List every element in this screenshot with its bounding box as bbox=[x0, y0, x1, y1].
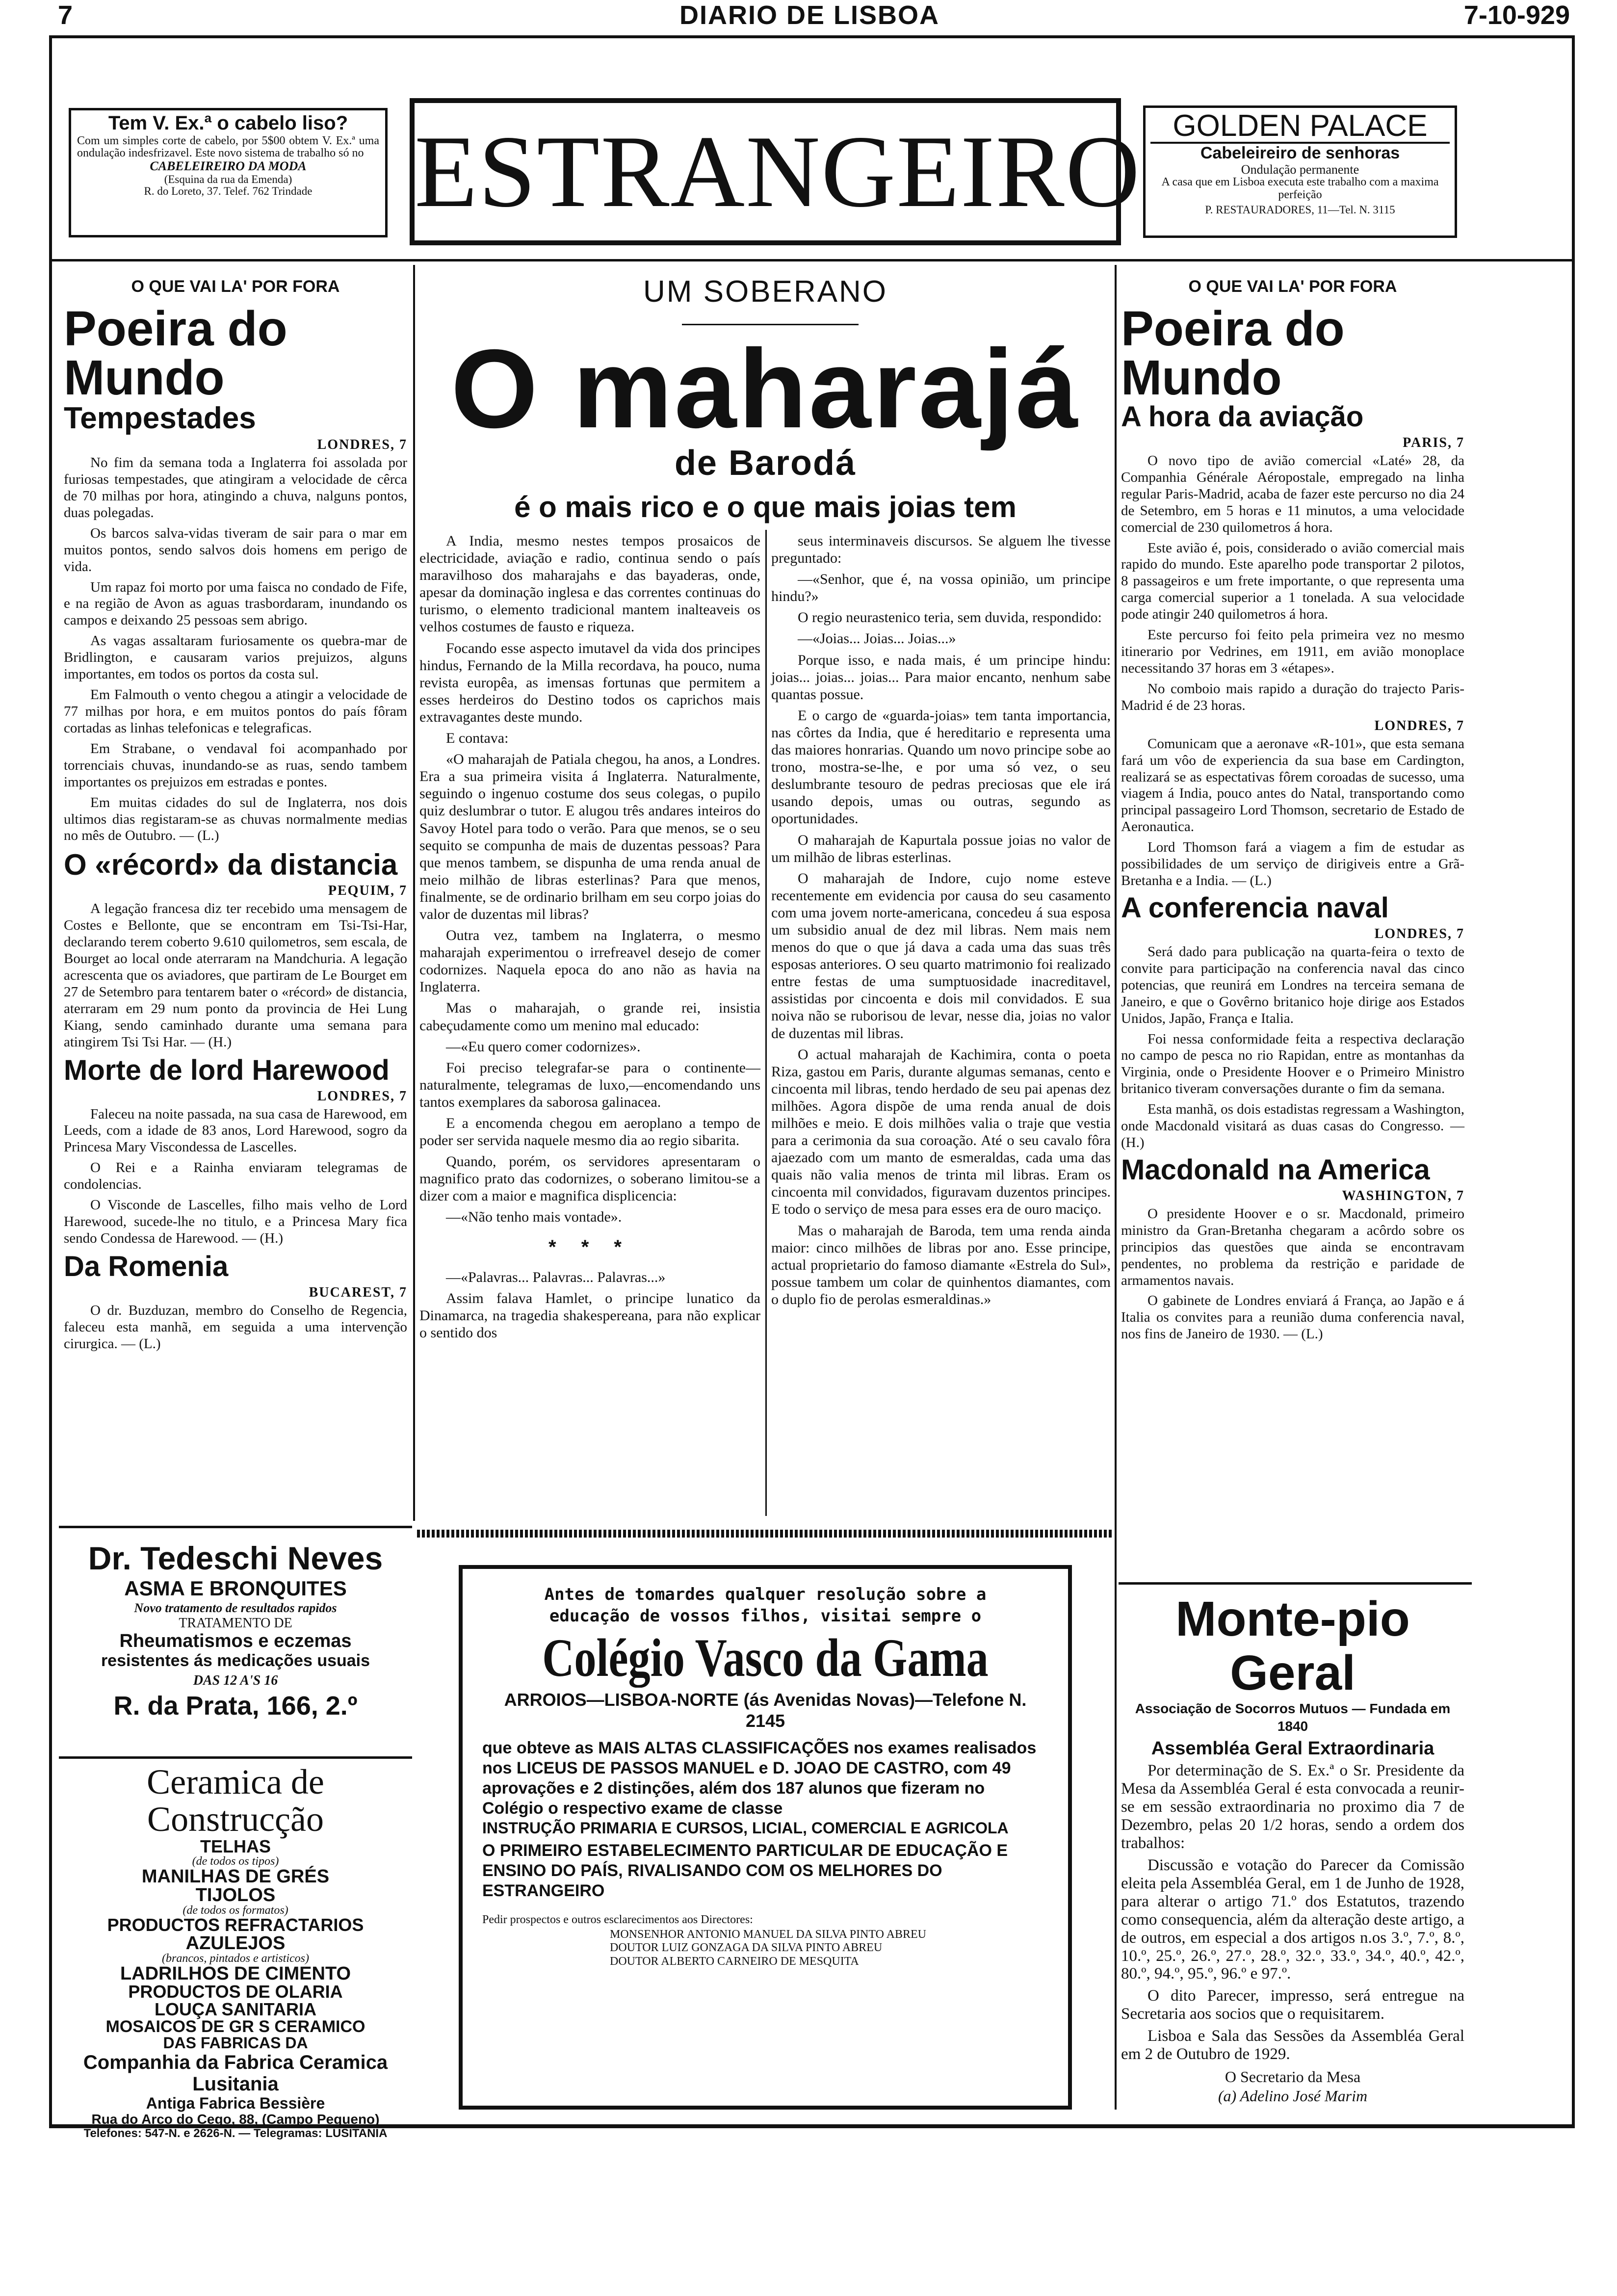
ad-rule bbox=[59, 1756, 412, 1759]
paragraph: Em muitas cidades do sul de Inglaterra, nos dois ultimos dias registaram-se as chuvas normalmente medias no mês de Outubro. — (L.) bbox=[64, 794, 407, 844]
dateline: LONDRES, 7 bbox=[317, 437, 407, 453]
ad-rule bbox=[59, 1526, 412, 1528]
ad-line: PRODUCTOS REFRACTARIOS bbox=[107, 1915, 364, 1935]
ad-note: (Esquina da rua da Emenda) bbox=[164, 173, 292, 185]
story-title: Tempestades bbox=[64, 401, 256, 435]
ad-line: MOSAICOS DE GR S CERAMICO bbox=[105, 2017, 365, 2036]
ad-ceramica bbox=[61, 1762, 410, 2140]
right-rule bbox=[1572, 35, 1575, 2125]
paragraph: Será dado para publicação na quarta-feira o texto de convite para participação na conferencia naval das cinco potencias, que reunirá em Londres na terceira semana de Janeiro, e que o Govêrno britanico hoje dirige aos Estados Unidos, Japão, França e Italia. bbox=[1121, 943, 1464, 1026]
dateline: LONDRES, 7 bbox=[1374, 926, 1464, 941]
ad-address: P. RESTAURADORES, 11—Tel. N. 3115 bbox=[1205, 203, 1395, 216]
paragraph: Os barcos salva-vidas tiveram de sair para o mar em muitos pontos, sendo salvos dois homens em perigo de vida. bbox=[64, 525, 407, 574]
paragraph: O Rei e a Rainha enviaram telegramas de condolencias. bbox=[64, 1160, 407, 1193]
dateline: LONDRES, 7 bbox=[1374, 718, 1464, 733]
ad-line: Novo tratamento de resultados rapidos bbox=[134, 1600, 337, 1615]
ad-sub: Cabeleireiro de senhoras bbox=[1200, 144, 1400, 163]
paragraph: —«Palavras... Palavras... Palavras...» bbox=[446, 1269, 666, 1285]
ad-signature: O Secretario da Mesa bbox=[1225, 2068, 1361, 2086]
paragraph: O maharajah de Kapurtala possue joias no valor de um milhão de libras esterlinas. bbox=[771, 832, 1111, 865]
ad-headline: Tem V. Ex.ª o cabelo liso? bbox=[108, 112, 348, 134]
paragraph: Comunicam que a aeronave «R-101», que esta semana fará um vôo de experiencia da sua base em Cardington, realizará se as espectativas fôrem coroadas de sucesso, uma viagem á India, pouco antes do Natal, transportando como principal passageiro Lord Thomson, secretario de Estado de Aeronautica. bbox=[1121, 735, 1464, 835]
ad-montepio bbox=[1121, 1592, 1464, 2122]
right-column bbox=[1121, 277, 1464, 1575]
ad-address: R. da Prata, 166, 2.º bbox=[113, 1691, 358, 1721]
header-rule bbox=[49, 259, 1575, 261]
ad-colegio-vasco-da-gama bbox=[459, 1565, 1072, 2110]
paragraph: Este percurso foi feito pela primeira vez no mesmo itinerario por Vedrines, em 1911, em avião monoplace necessitando 37 horas em 3 «étapes». bbox=[1121, 627, 1464, 676]
ad-director: DOUTOR ALBERTO CARNEIRO DE MESQUITA bbox=[610, 1955, 859, 1968]
paragraph: Este avião é, pois, considerado o avião comercial mais rapido do mundo. Este aparelho pode transportar 2 pilotos, 8 passageiros e um frete importante, o que representa uma carga comercial superior a 1 tonelada. A sua velocidade pode atingir 240 quilometros á hora. bbox=[1121, 540, 1464, 623]
story-title: Morte de lord Harewood bbox=[64, 1054, 390, 1086]
paragraph: O novo tipo de avião comercial «Laté» 28, da Companhia Générale Aéropostale, empregado na linha regular Paris-Madrid, acaba de fazer este percurso no dia 24 de Setembro, em 5 horas e 11 minutos, a uma velocidade comercial de 230 quilometros á hora. bbox=[1121, 452, 1464, 535]
ad-signature: (a) Adelino José Marim bbox=[1218, 2087, 1368, 2105]
kicker: O QUE VAI LA' POR FORA bbox=[1188, 277, 1397, 296]
paragraph: Mas o maharajah, o grande rei, insistia cabeçudamente como um menino mal educado: bbox=[419, 1000, 760, 1034]
ad-sub: Associação de Socorros Mutuos — Fundada em 1840 bbox=[1135, 1701, 1451, 1734]
ad-line: AZULEJOS bbox=[185, 1933, 286, 1954]
kicker: O QUE VAI LA' POR FORA bbox=[131, 277, 340, 296]
ad-rule bbox=[1119, 1582, 1472, 1585]
ad-hours: DAS 12 A'S 16 bbox=[193, 1673, 278, 1689]
paragraph: Um rapaz foi morto por uma faisca no condado de Fife, e na região de Avon as aguas trasbordaram, inundando os campos e deixando 25 pessoas sem abrigo. bbox=[64, 579, 407, 628]
ad-line: LOUÇA SANITARIA bbox=[155, 1999, 316, 2020]
ad-request: Pedir prospectos e outros esclarecimentos aos Directores: bbox=[482, 1913, 753, 1927]
ad-line: PRODUCTOS DE OLARIA bbox=[128, 1982, 343, 2002]
paragraph: Discussão e votação do Parecer da Comissão eleita pela Assembléa Geral, em 1 de Junho de 1928, para alterar o artigo 71.º dos Estatutos, trazendo como consequencia, além da alteração deste artigo, a de outros, em especial a dos artigos n.os 3.º, 7.º, 8.º, 10.º, 25.º, 26.º, 27.º, 28.º, 32.º, 33.º, 34.º, 40.º, 42.º, 80.º, 94.º, 95.º, 96.º e 97.º. bbox=[1121, 1856, 1464, 1983]
col-rule-2 bbox=[1115, 265, 1117, 2110]
paragraph: A legação francesa diz ter recebido uma mensagem de Costes e Bellonte, que se encontram em Tsi-Tsi-Har, declarando terem coberto 9.610 quilometros, sem escala, de Bourget ao local onde aterraram na Mandchuria. A legação acrescenta que os aviadores, que partiram de Le Bourget em 27 de Setembro para tentarem bater o «récord» de distancia, aterraram em 29 num ponto da provincia de Hei Lung Kiang, sendo caminhado durante uma semana para atingirem Tsi Tsi Har. — (H.) bbox=[64, 901, 407, 1050]
paragraph: Lord Thomson fará a viagem a fim de estudar as possibilidades de um serviço de dirigiveis entre a Grã-Bretanha e a India. — (L.) bbox=[1121, 839, 1464, 889]
ornament-rule bbox=[682, 324, 859, 325]
paragraph: Esta manhã, os dois estadistas regressam a Washington, onde Macdonald visitará as duas casas do Congresso. — (H.) bbox=[1121, 1101, 1464, 1151]
dateline: LONDRES, 7 bbox=[317, 1088, 407, 1104]
ad-line: Rheumatismos e eczemas bbox=[119, 1630, 352, 1651]
paragraph: Focando esse aspecto imutavel da vida dos principes hindus, Fernando de la Milla recordava, ha pouco, numa revista europêa, as imensas fortunas que permitem a esses herdeiros do Destino todos os caprichos mais extravagantes deste mundo. bbox=[419, 640, 760, 725]
ad-line: (de todos os tipos) bbox=[192, 1855, 279, 1868]
story-title: Macdonald na America bbox=[1121, 1153, 1430, 1186]
stars-divider: * * * bbox=[548, 1236, 631, 1258]
paragraph: O dito Parecer, impresso, será entregue na Secretaria aos socios que o requisitarem. bbox=[1121, 1987, 1464, 2023]
ad-claim: O PRIMEIRO ESTABELECIMENTO PARTICULAR DE EDUCAÇÃO E ENSINO DO PAÍS, RIVALISANDO COM OS MELHORES DO ESTRANGEIRO bbox=[482, 1841, 1008, 1900]
ad-line: Companhia da Fabrica Ceramica Lusitania bbox=[83, 2051, 388, 2095]
left-column bbox=[64, 277, 407, 1521]
paragraph: O regio neurastenico teria, sem duvida, respondido: bbox=[798, 609, 1102, 626]
ad-name: GOLDEN PALACE bbox=[1150, 110, 1450, 144]
col-rule-1 bbox=[413, 265, 415, 1521]
center-subtitle-wrap bbox=[417, 444, 1114, 486]
ad-title: Ceramica de Construcção bbox=[147, 1762, 324, 1839]
paragraph: «O maharajah de Patiala chegou, ha anos, a Londres. Era a sua primeira visita á Inglaterra. Naturalmente, seguindo o ingenuo costume dos seus colegas, o pupilo quiz deslumbrar o tutor. E alugou três andares inteiros do Savoy Hotel para todo o verão. Para que menos, se o seu sequito se compunha de mais de duzentas pessoas? Para que menos tambem, se dispunha de uma renda anual de meio milhão de libras esterlinas? Para que menos, finalmente, se de ordinario brilham em seu corpo joias do valor de duzentas mil libras? bbox=[419, 751, 760, 922]
paper-name: DIARIO DE LISBOA bbox=[679, 0, 940, 30]
paragraph: As vagas assaltaram furiosamente os quebra-mar de Bridlington, e causaram varios prejuizos, alguns importantes, em todos os portos da costa sul. bbox=[64, 633, 407, 682]
paragraph: O actual maharajah de Kachimira, conta o poeta Riza, gastou em Paris, durante algumas semanas, cento e cincoenta mil libras, tendo herdado de seu pai apenas dez milhões. Agora dispõe de uma renda anual de dois milhões e meio. E dois milhões valia o traje que vestia para a cerimonia da sua coroação. Até o seu cavalo fôra ajaezado com um manto de esmeraldas, cada uma das quais não valia menos de trinta mil libras. Eram os cincoenta mil convidados, figuravam duzentos principes. E todo o serviço de mesa para esses era de ouro maciço. bbox=[771, 1046, 1111, 1218]
ad-body: que obteve as MAIS ALTAS CLASSIFICAÇÕES nos exames realisados nos LICEUS DE PASSOS MANUEL e D. JOAO DE CASTRO, com 49 aprovações e 2 distinções, além dos 187 alunos que fizeram no Colégio o respectivo exame de classe bbox=[482, 1739, 1037, 1818]
ad-heading: Assembléa Geral Extraordinaria bbox=[1151, 1738, 1434, 1759]
ad-tedeschi bbox=[61, 1540, 410, 1751]
section-title: ESTRANGEIRO bbox=[415, 115, 1141, 229]
ad-body: Com um simples corte de cabelo, por 5$00 obtem V. Ex.ª uma ondulação indesfrizavel. Este novo sistema de trabalho só no bbox=[77, 134, 379, 160]
paragraph: O gabinete de Londres enviará á França, ao Japão e á Italia os convites para a reunião duma conferencia naval, nos fins de Janeiro de 1930. — (L.) bbox=[1121, 1293, 1464, 1342]
paragraph: Em Falmouth o vento chegou a atingir a velocidade de 77 milhas por hora, e em muitos pontos do país fôram cortadas as linhas telefonicas e telegraficas. bbox=[64, 687, 407, 736]
center-col-rule bbox=[765, 530, 767, 1516]
paragraph: E o cargo de «guarda-joias» tem tanta importancia, nas côrtes da India, que é hereditario e representa uma das maiores honrarias. Quando um novo principe sobe ao trono, mostra-se-lhe, e por uma só vez, o seu deslumbrante tesouro de pedras preciosas que ele irá usando depois, umas ou outras, segundo as oportunidades. bbox=[771, 707, 1111, 827]
center-col-2 bbox=[771, 532, 1111, 1518]
paragraph: O maharajah de Indore, cujo nome esteve recentemente em evidencia por causa do seu casamento com uma jovem norte-americana, concedeu á sua esposa um subsidio anual de dez mil libras. Nem mais nem menos do que o que já dava a cada uma das suas três esposas anteriores. O seu quarto matrimonio foi realizado entre festas de uma sumptuosidade inacreditavel, assistidas por cincoenta e dois mil convidados. E sua noiva não se ruborisou de levar, nesse dia, joias no valor de duzentas mil libras. bbox=[771, 870, 1111, 1042]
ad-director: DOUTOR LUIZ GONZAGA DA SILVA PINTO ABREU bbox=[610, 1941, 883, 1955]
paragraph: Outra vez, tambem na Inglaterra, o mesmo maharajah experimentou o irrefreavel desejo de comer codornizes. Naquela epoca do ano não as havia na Inglaterra. bbox=[419, 927, 760, 995]
ornament-band bbox=[417, 1530, 1114, 1538]
center-deck-wrap bbox=[417, 490, 1114, 534]
column-title: Poeira do Mundo bbox=[1121, 301, 1345, 405]
ad-line: TELHAS bbox=[200, 1836, 271, 1857]
ad-line: Antiga Fabrica Bessière bbox=[146, 2094, 325, 2112]
paragraph: E contava: bbox=[446, 730, 509, 747]
story-title: O «récord» da distancia bbox=[64, 848, 398, 882]
paragraph: —«Não tenho mais vontade». bbox=[446, 1209, 622, 1226]
paragraph: A India, mesmo nestes tempos prosaicos de electricidade, aviação e radio, continua sendo o país maravilhoso dos maharajahs e das bayaderas, onde, apesar da dominação inglesa e das correntes continuas do turismo, o elemento tradicional mantem inalteaveis os velhos costumes de fausto e riqueza. bbox=[419, 533, 760, 635]
ad-line: LADRILHOS DE CIMENTO bbox=[120, 1963, 351, 1984]
ad-line: (de todos os formatos) bbox=[183, 1904, 288, 1917]
center-kicker: UM SOBERANO bbox=[643, 275, 888, 309]
ad-line: ASMA E BRONQUITES bbox=[124, 1576, 347, 1600]
ad-name: Dr. Tedeschi Neves bbox=[88, 1540, 383, 1576]
paragraph: —«Eu quero comer codornizes». bbox=[446, 1038, 641, 1055]
page-number: 7 bbox=[58, 0, 73, 30]
ad-line: resistentes ás medicações usuais bbox=[101, 1651, 370, 1670]
paragraph: —«Joias... Joias... Joias...» bbox=[798, 630, 956, 647]
dateline: WASHINGTON, 7 bbox=[1342, 1188, 1464, 1203]
center-kicker-wrap bbox=[417, 272, 1114, 326]
paragraph: Lisboa e Sala das Sessões da Assembléa Geral em 2 de Outubro de 1929. bbox=[1121, 2027, 1464, 2063]
center-title-wrap bbox=[417, 329, 1114, 456]
ad-address: ARROIOS—LISBOA-NORTE (ás Avenidas Novas)—Telefone N. 2145 bbox=[504, 1689, 1027, 1731]
ad-name: Colégio Vasco da Gama bbox=[542, 1628, 989, 1688]
center-title: O maharajá bbox=[451, 327, 1080, 451]
ad-name: CABELEIREIRO DA MODA bbox=[150, 159, 307, 174]
center-subtitle: de Barodá bbox=[674, 444, 857, 483]
left-rule bbox=[49, 35, 52, 2125]
column-title: Poeira do Mundo bbox=[64, 301, 287, 405]
paragraph: Porque isso, e nada mais, é um principe hindu: joias... joias... joias... Para maior encanto, nenhum sabe quantas possue. bbox=[771, 652, 1111, 703]
ad-line: Telefones: 547-N. e 2626-N. — Telegramas: LUSITANIA bbox=[83, 2126, 388, 2140]
ad-line: (brancos, pintados e artisticos) bbox=[162, 1952, 309, 1965]
ad-golden-palace bbox=[1143, 105, 1457, 238]
ad-line: Rua do Arco do Cego, 88, (Campo Pequeno) bbox=[91, 2111, 380, 2127]
ad-address: R. do Loreto, 37. Telef. 762 Trindade bbox=[144, 185, 313, 198]
ad-director: MONSENHOR ANTONIO MANUEL DA SILVA PINTO ABREU bbox=[610, 1928, 926, 1941]
paragraph: Foi preciso telegrafar-se para o continente—naturalmente, telegramas de luxo,—encomendando uns tantos exemplares da saborosa galinacea. bbox=[419, 1059, 760, 1110]
ad-line: TIJOLOS bbox=[195, 1885, 276, 1906]
ad-line: MANILHAS DE GRÉS bbox=[141, 1866, 330, 1887]
paragraph: Em Strabane, o vendaval foi acompanhado por torrenciais chuvas, inundando-se as ruas, sendo tambem importantes os prejuizos em estradas e pontes. bbox=[64, 740, 407, 790]
ad-courses: INSTRUÇÃO PRIMARIA E CURSOS, LICIAL, COMERCIAL E AGRICOLA bbox=[482, 1819, 1009, 1837]
paragraph: Mas o maharajah de Baroda, tem uma renda ainda maior: cinco milhões de libras por ano. Esse principe, actual proprietario do famoso diamante «Estrela do Sul», possue tambem um colar de quinhentos diamantes, com o duplo fio de perolas esmeraldinas.» bbox=[771, 1222, 1111, 1307]
issue-date: 7-10-929 bbox=[1463, 0, 1570, 30]
paragraph: Foi nessa conformidade feita a respectiva declaração no campo de pesca no rio Rapidan, entre as montanhas da Virginia, onde o Presidente Hoover e o Primeiro Ministro britanico tiveram conversações durante o fim da semana. bbox=[1121, 1031, 1464, 1097]
ad-line2: A casa que em Lisboa executa este trabalho com a maxima perfeição bbox=[1161, 176, 1439, 201]
story-title: Da Romenia bbox=[64, 1250, 229, 1282]
ad-line1: Ondulação permanente bbox=[1241, 162, 1359, 177]
paragraph: E a encomenda chegou em aeroplano a tempo de poder ser servida naquele mesmo dia ao regio sibarita. bbox=[419, 1115, 760, 1149]
paragraph: Assim falava Hamlet, o principe lunatico da Dinamarca, na tragedia shakespereana, para não explicar o sentido dos bbox=[419, 1290, 760, 1341]
paragraph: Faleceu na noite passada, na sua casa de Harewood, em Leeds, com a idade de 83 anos, Lord Harewood, sogro da Princesa Mary Viscondessa de Lascelles. bbox=[64, 1106, 407, 1155]
paragraph: —«Senhor, que é, na vossa opinião, um principe hindu?» bbox=[771, 571, 1111, 605]
paragraph: seus interminaveis discursos. Se alguem lhe tivesse preguntado: bbox=[771, 533, 1111, 567]
paragraph: O Visconde de Lascelles, filho mais velho de Lord Harewood, sucede-lhe no titulo, e a Princesa Mary fica sendo Condessa de Harewood. — (H.) bbox=[64, 1197, 407, 1247]
ad-intro: Antes de tomardes qualquer resolução sobre a educação de vossos filhos, visitai sempre o bbox=[544, 1585, 987, 1626]
dateline: PEQUIM, 7 bbox=[328, 883, 407, 899]
section-title-box bbox=[410, 98, 1141, 245]
ad-title: Monte-pio Geral bbox=[1175, 1592, 1410, 1700]
story-title: A conferencia naval bbox=[1121, 892, 1389, 924]
paragraph: Por determinação de S. Ex.ª o Sr. Presidente da Mesa da Assembléa Geral é esta convocada a reunir-se em sessão extraordinaria no proximo dia 7 de Dezembro, pelas 20 1/2 horas, sendo a ordem dos trabalhos: bbox=[1121, 1761, 1464, 1852]
dateline: BUCAREST, 7 bbox=[309, 1284, 407, 1300]
paragraph: No fim da semana toda a Inglaterra foi assolada por furiosas tempestades, que atingiram a velocidade de cêrca de 70 milhas por hora, atingindo a chuva, nalguns pontos, duas polegadas. bbox=[64, 455, 407, 521]
center-col-1 bbox=[419, 532, 760, 1518]
paragraph: O presidente Hoover e o sr. Macdonald, primeiro ministro da Gran-Bretanha chegaram a acôrdo sobre os principios das questões que ainda se encontravam pendentes, no problema da restrição e paridade de armamentos navais. bbox=[1121, 1205, 1464, 1288]
paragraph: Quando, porém, os servidores apresentaram o magnifico prato das codornizes, o soberano limitou-se a dizer com a maior e magnifica displicencia: bbox=[419, 1153, 760, 1204]
dateline: PARIS, 7 bbox=[1403, 435, 1464, 450]
ad-line: DAS FABRICAS DA bbox=[163, 2034, 308, 2052]
paragraph: O dr. Buzduzan, membro do Conselho de Regencia, faleceu esta manhã, em seguida a uma intervenção cirurgica. — (L.) bbox=[64, 1302, 407, 1352]
center-deck: é o mais rico e o que mais joias tem bbox=[514, 491, 1017, 523]
ad-line: TRATAMENTO DE bbox=[179, 1615, 292, 1631]
paragraph: No comboio mais rapido a duração do trajecto Paris-Madrid é de 23 horas. bbox=[1121, 680, 1464, 713]
ad-cabeleireiro-moda bbox=[69, 108, 388, 237]
story-title: A hora da aviação bbox=[1121, 401, 1364, 433]
top-rule bbox=[49, 35, 1575, 38]
